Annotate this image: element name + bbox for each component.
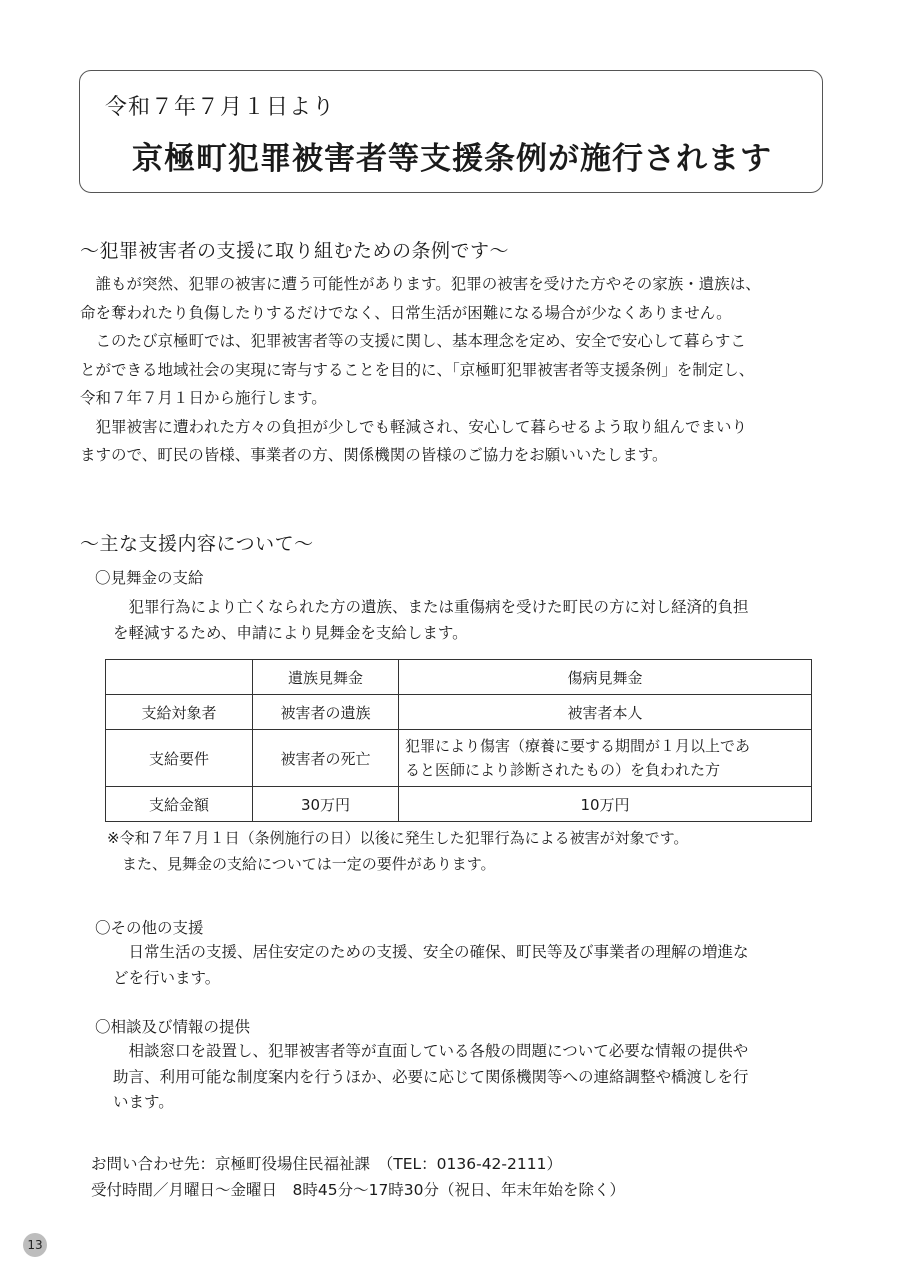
consult-paragraph [113,1039,823,1116]
izoku-cell: 被害者の死亡 [253,730,399,787]
note-line-2: また、見舞金の支給については一定の要件があります。 [107,854,496,873]
other-support-body [113,940,823,991]
consult-heading: 〇相談及び情報の提供 [95,1018,251,1036]
other-support-paragraph [113,940,823,991]
page-number: 13 [23,1233,47,1257]
table-row [106,730,812,787]
mimaikin-body [113,595,823,646]
row-label: 支給要件 [106,730,253,787]
title-box [79,70,823,193]
intro-paragraph-2 [80,327,822,413]
mimaikin-heading: 〇見舞金の支給 [95,569,204,587]
mimaikin-table [105,659,812,822]
row-label: 支給金額 [106,787,253,822]
table-header-izoku: 遺族見舞金 [253,660,399,695]
page-title: 京極町犯罪被害者等支援条例が施行されます [132,141,772,177]
intro-paragraph-1-line-2: 命を奪われたり負傷したりするだけでなく、日常生活が困難になる場合が少なくありません。 [80,303,732,322]
intro-paragraph-3-line-1: 犯罪被害に遭われた方々の負担が少しでも軽減され、安心して暮らせるよう取り組んでまいり [95,417,747,436]
table-row [106,787,812,822]
other-support-line-1: 日常生活の支援、居住安定のための支援、安全の確保、町民等及び事業者の理解の増進な [128,943,749,961]
contact-info [91,1152,625,1203]
title-date: 令和７年７月１日より [105,95,336,120]
mimaikin-paragraph [113,595,823,646]
consult-body [113,1039,823,1116]
note-line-1: ※令和７年７月１日（条例施行の日）以後に発生した犯罪行為による被害が対象です。 [107,829,689,847]
izoku-cell: 30万円 [253,787,399,822]
consult-line-1: 相談窓口を設置し、犯罪被害者等が直面している各般の問題について必要な情報の提供や [128,1042,749,1060]
section1-body [80,270,822,470]
shobyo-cell: 10万円 [399,787,812,822]
intro-paragraph-2-line-1: このたび京極町では、犯罪被害者等の支援に関し、基本理念を定め、安全で安心して暮らすこ [95,332,746,350]
intro-paragraph-3-line-2: ますので、町民の皆様、事業者の方、関係機関の皆様のご協力をお願いいたします。 [80,446,668,464]
intro-paragraph-1-line-1: 誰もが突然、犯罪の被害に遭う可能性があります。犯罪の被害を受けた方やその家族・遺族は、 [95,275,761,293]
section1-heading: ～犯罪被害者の支援に取り組むための条例です～ [80,240,510,262]
consult-line-3: います。 [113,1093,174,1111]
intro-paragraph-3 [80,413,822,470]
intro-paragraph-2-line-2: とができる地域社会の実現に寄与することを目的に、「京極町犯罪被害者等支援条例」を制定し、 [80,360,755,379]
izoku-cell: 被害者の遺族 [253,695,399,730]
mimaikin-line-2: を軽減するため、申請により見舞金を支給します。 [113,623,468,642]
table-header-row [106,660,812,695]
table-row [106,695,812,730]
other-support-line-2: どを行います。 [113,968,221,987]
mimaikin-line-1: 犯罪行為により亡くなられた方の遺族、または重傷病を受けた町民の方に対し経済的負担 [128,598,749,616]
row-label: 支給対象者 [106,695,253,730]
table-note [107,826,688,877]
hours-line: 受付時間／月曜日～金曜日 8時45分～17時30分（祝日、年末年始を除く） [91,1180,626,1199]
table-header-shobyo: 傷病見舞金 [399,660,812,695]
contact-line: お問い合わせ先：京極町役場住民福祉課 （TEL：0136-42-2111） [91,1155,562,1173]
table-header-blank [106,660,253,695]
shobyo-cell [399,730,812,787]
intro-paragraph-2-line-3: 令和７年７月１日から施行します。 [80,389,327,407]
consult-line-2: 助言、利用可能な制度案内を行うほか、必要に応じて関係機関等への連絡調整や橋渡しを行 [113,1067,749,1086]
shobyo-cell: 被害者本人 [399,695,812,730]
shobyo-requirement-line-1: 犯罪により傷害（療養に要する期間が１月以上であ [405,737,751,755]
intro-paragraph-1 [80,270,822,327]
section2-heading: ～主な支援内容について～ [80,533,314,555]
shobyo-requirement-line-2: ると医師により診断されたもの）を負われた方 [405,761,721,779]
other-support-heading: 〇その他の支援 [95,919,204,937]
